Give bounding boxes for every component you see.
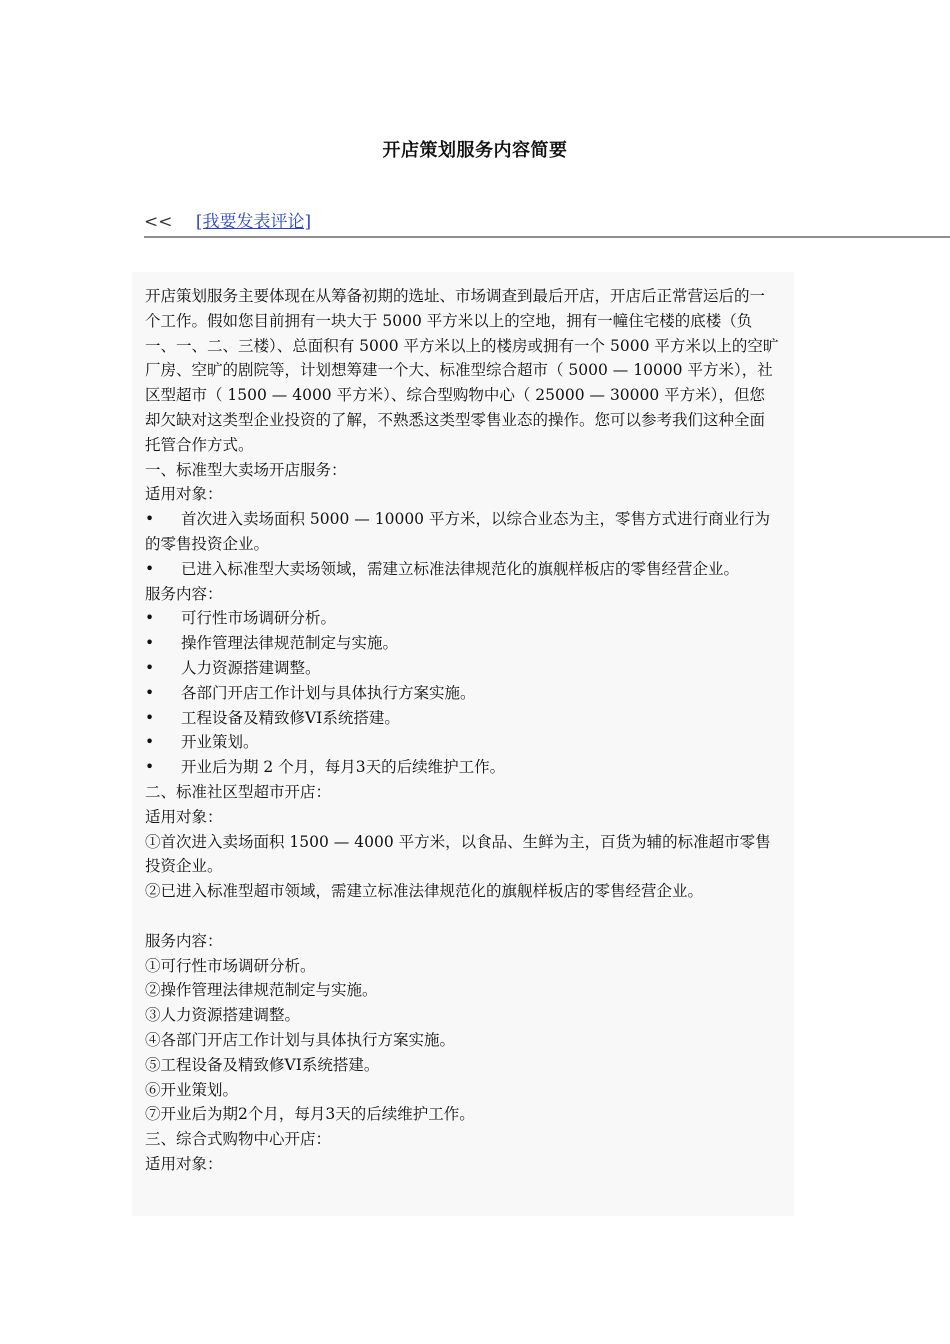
section-1-service-item [145, 631, 780, 656]
section-2-service-item: ②操作管理法律规范制定与实施。 [145, 981, 378, 1000]
service-text: 开业后为期 2 个月，每月3天的后续维护工作。 [181, 758, 506, 777]
spacer [145, 904, 780, 929]
bullet-icon: • [145, 658, 155, 677]
section-1-service-item [145, 606, 780, 631]
section-2-service-item: ⑥开业策划。 [145, 1080, 239, 1099]
nav-bar [144, 209, 950, 238]
service-text: 人力资源搭建调整。 [181, 658, 321, 677]
section-1-service-label: 服务内容： [145, 584, 223, 603]
section-1-service-item [145, 656, 780, 681]
bullet-icon: • [145, 733, 155, 752]
service-text: 工程设备及精致修VI系统搭建。 [181, 708, 400, 727]
section-1-target-label: 适用对象： [145, 485, 223, 504]
section-1-target-item [145, 557, 780, 582]
section-1-service-item [145, 755, 780, 780]
bullet-icon: • [145, 634, 155, 653]
section-2-service-item: ③人力资源搭建调整。 [145, 1006, 301, 1025]
back-link[interactable]: << [144, 212, 173, 232]
section-1-heading: 一、标准型大卖场开店服务： [145, 460, 347, 479]
bullet-icon: • [145, 758, 155, 777]
bullet-icon: • [145, 559, 155, 578]
section-2-service-item: ④各部门开店工作计划与具体执行方案实施。 [145, 1030, 456, 1049]
service-text: 各部门开店工作计划与具体执行方案实施。 [181, 683, 476, 702]
bullet-icon: • [145, 609, 155, 628]
section-1-service-item [145, 706, 780, 731]
bullet-icon: • [145, 683, 155, 702]
service-text: 可行性市场调研分析。 [181, 609, 337, 628]
section-2-target-item: ①首次进入卖场面积 1500 — 4000 平方米，以食品、生鲜为主，百货为辅的标准超市零售投资企业。 [145, 832, 771, 876]
section-1-service-item [145, 730, 780, 755]
bullet-icon: • [145, 510, 155, 529]
intro-paragraph: 开店策划服务主要体现在从筹备初期的选址、市场调查到最后开店，开店后正常营运后的一个工作。假如您目前拥有一块大于 5000 平方米以上的空地，拥有一幢住宅楼的底楼（负一、一、二、三楼）、总面积有 5000 平方米以上的楼房或拥有一个 5000 平方米以上的空旷厂房、空旷的剧院等，计划想筹建一个大、标准型综合超市（ 5000 — 10000 平方米），社区型超市（ 1500 — 4000 平方米）、综合型购物中心（ 25000 — 30000 平方米），但您却欠缺对这类型企业投资的了解，不熟悉这类型零售业态的操作。您可以参考我们这种全面托管合作方式。 [145, 287, 779, 454]
section-2-target-item: ②已进入标准型超市领域，需建立标准法律规范化的旗舰样板店的零售经营企业。 [145, 882, 704, 901]
section-2-service-item: ⑦开业后为期2个月，每月3天的后续维护工作。 [145, 1105, 475, 1124]
service-text: 操作管理法律规范制定与实施。 [181, 634, 399, 653]
service-text: 开业策划。 [181, 733, 259, 752]
section-2-service-label: 服务内容： [145, 931, 223, 950]
post-comment-link[interactable]: [我要发表评论] [195, 212, 312, 232]
article-body [132, 272, 794, 1216]
target-text: 已进入标准型大卖场领域，需建立标准法律规范化的旗舰样板店的零售经营企业。 [181, 559, 740, 578]
section-2-heading: 二、标准社区型超市开店： [145, 782, 332, 801]
section-1-service-item [145, 681, 780, 706]
section-2-service-item: ⑤工程设备及精致修VI系统搭建。 [145, 1055, 380, 1074]
section-3-target-label: 适用对象： [145, 1154, 223, 1173]
section-1-target-item [145, 507, 780, 557]
section-2-target-label: 适用对象： [145, 807, 223, 826]
section-3-heading: 三、综合式购物中心开店： [145, 1130, 332, 1149]
bullet-icon: • [145, 708, 155, 727]
section-2-service-item: ①可行性市场调研分析。 [145, 956, 316, 975]
page-title: 开店策划服务内容简要 [382, 140, 568, 161]
target-text: 首次进入卖场面积 5000 — 10000 平方米，以综合业态为主，零售方式进行商业行为的零售投资企业。 [145, 510, 770, 553]
